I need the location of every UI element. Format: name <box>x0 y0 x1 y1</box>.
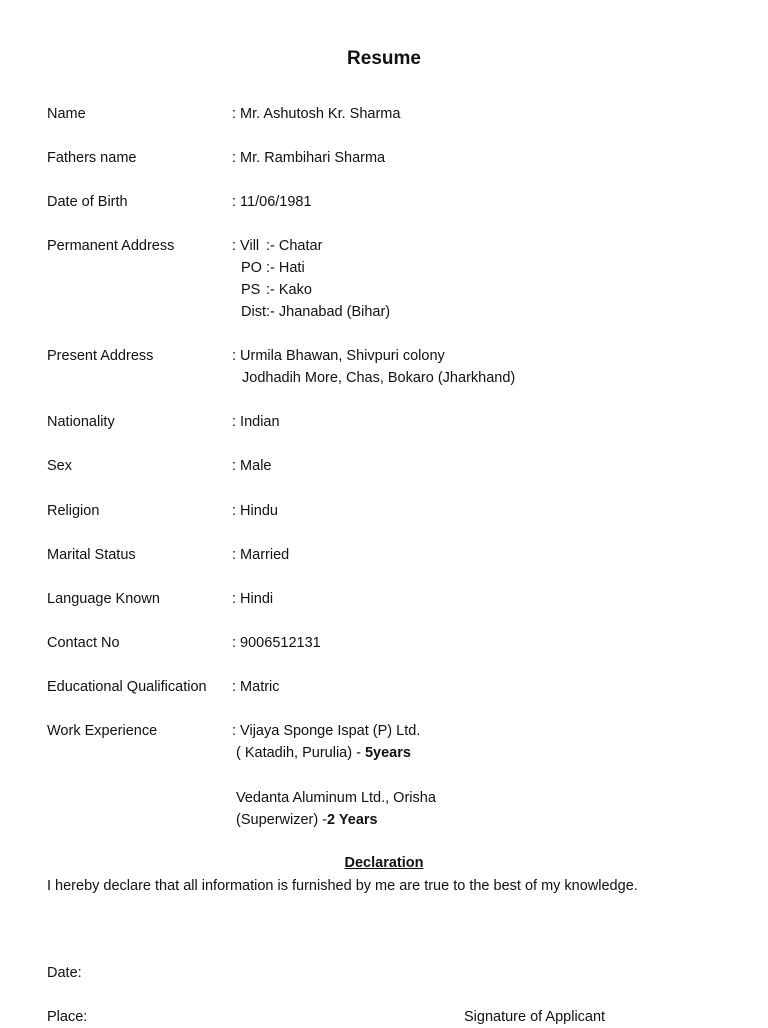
present-address-label: Present Address <box>47 348 154 364</box>
fathers-name-label: Fathers name <box>47 150 137 166</box>
present-address-line: : Urmila Bhawan, Shivpuri colony <box>232 348 445 364</box>
address-key: Dist <box>241 304 266 320</box>
address-key: : Vill <box>232 238 260 254</box>
declaration-heading: Declaration <box>344 855 424 871</box>
address-line-vill <box>232 235 390 257</box>
marital-status-label: Marital Status <box>47 547 136 563</box>
address-line-po <box>232 257 390 279</box>
address-val: :- Jhanabad (Bihar) <box>266 304 391 320</box>
language-label: Language Known <box>47 591 160 607</box>
address-val: :- Hati <box>266 260 305 276</box>
page-title: Resume <box>347 48 421 69</box>
contact-label: Contact No <box>47 635 120 651</box>
permanent-address-value <box>232 235 390 323</box>
contact-value: : 9006512131 <box>232 635 321 651</box>
address-line-dist <box>232 301 390 323</box>
language-value: : Hindi <box>232 591 274 607</box>
name-value: : Mr. Ashutosh Kr. Sharma <box>232 106 401 122</box>
job-company: : Vijaya Sponge Ispat (P) Ltd. <box>232 723 421 739</box>
present-address-value <box>232 345 515 389</box>
fathers-name-value: : Mr. Rambihari Sharma <box>232 150 386 166</box>
permanent-address-label: Permanent Address <box>47 238 175 254</box>
present-address-line: Jodhadih More, Chas, Bokaro (Jharkhand) <box>242 370 516 386</box>
address-key: PS <box>241 282 261 298</box>
address-val: :- Kako <box>266 282 312 298</box>
declaration-text: I hereby declare that all information is furnished by me are true to the best of my knowledge. <box>47 878 638 894</box>
job-detail <box>232 809 436 831</box>
job-role: (Superwizer) - <box>236 812 328 828</box>
marital-status-value: : Married <box>232 547 290 563</box>
sex-value: : Male <box>232 458 272 474</box>
address-key: PO <box>241 260 262 276</box>
date-label: Date: <box>47 965 82 981</box>
work-experience-job-2 <box>232 787 436 831</box>
job-detail <box>232 742 420 764</box>
job-duration: 5years <box>364 745 411 761</box>
job-company: Vedanta Aluminum Ltd., Orisha <box>236 790 436 806</box>
religion-value: : Hindu <box>232 503 278 519</box>
nationality-label: Nationality <box>47 414 115 430</box>
address-val: :- Chatar <box>266 238 323 254</box>
job-location: ( Katadih, Purulia) - <box>236 745 365 761</box>
address-line-ps <box>232 279 390 301</box>
religion-label: Religion <box>47 503 100 519</box>
work-experience-job-1 <box>232 720 420 764</box>
nationality-value: : Indian <box>232 414 280 430</box>
dob-value: : 11/06/1981 <box>232 194 312 210</box>
name-label: Name <box>47 106 86 122</box>
signature-label: Signature of Applicant <box>464 1009 606 1025</box>
sex-label: Sex <box>47 458 72 474</box>
education-label: Educational Qualification <box>47 679 207 695</box>
work-experience-label: Work Experience <box>47 723 158 739</box>
dob-label: Date of Birth <box>47 194 128 210</box>
job-duration: 2 Years <box>327 812 378 828</box>
place-label: Place: <box>47 1009 88 1025</box>
education-value: : Matric <box>232 679 280 695</box>
